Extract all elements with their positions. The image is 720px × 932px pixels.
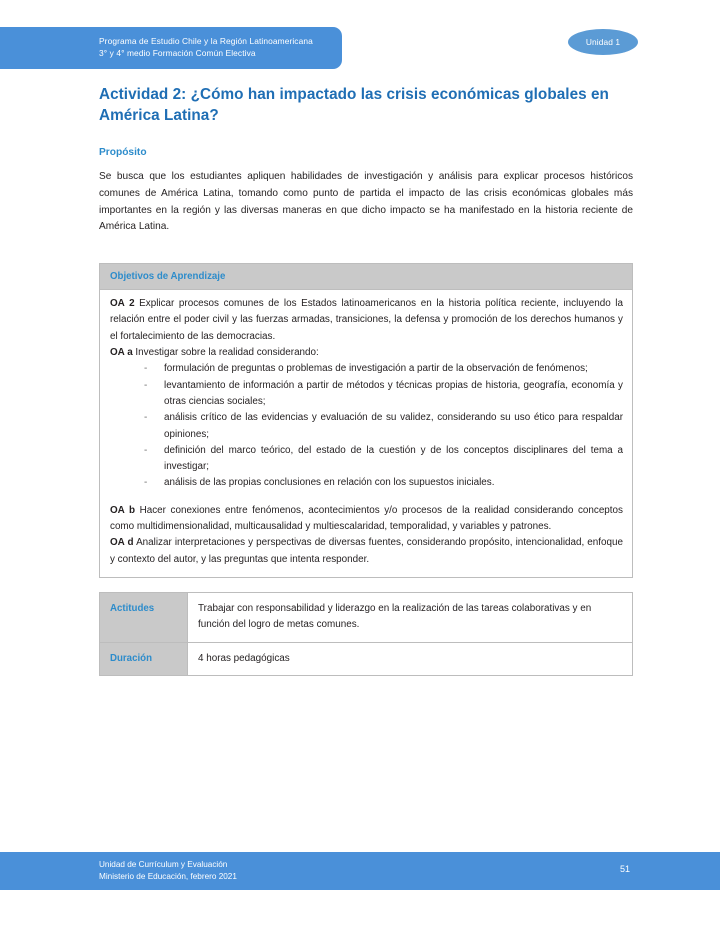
purpose-text: Se busca que los estudiantes apliquen habilidades de investigación y análisis para explicar procesos históricos comunes de América Latina, tomando como punto de partida el impacto de las crisis económicas globales más importantes en la región y las diversas maneras en que dicho impacto se ha manifestado en la historia reciente de América Latina. [99, 171, 633, 233]
oad-paragraph [110, 535, 623, 568]
footer-line-2: Ministerio de Educación, febrero 2021 [99, 872, 237, 881]
objectives-body-row [100, 290, 633, 578]
purpose-heading: Propósito [99, 147, 147, 158]
list-item [144, 443, 623, 476]
list-item [144, 378, 623, 411]
objectives-header-cell [100, 264, 633, 290]
objectives-body-cell [100, 290, 633, 578]
oab-paragraph [110, 503, 623, 536]
objectives-header-row [100, 264, 633, 290]
footer-text [99, 859, 237, 883]
dash-bullet-icon: - [144, 379, 148, 391]
attitudes-label: Actitudes [100, 592, 188, 642]
attitudes-value: Trabajar con responsabilidad y liderazgo en la realización de las tareas colaborativas y en función del logro de metas comunes. [188, 592, 633, 642]
dash-bullet-icon: - [144, 477, 148, 489]
oab-tag: OA b [110, 504, 136, 516]
list-item-text: análisis crítico de las evidencias y evaluación de su validez, considerando su uso ético para respaldar opiniones; [164, 412, 623, 440]
duration-value: 4 horas pedagógicas [188, 642, 633, 675]
list-item-text: análisis de las propias conclusiones en relación con los supuestos iniciales. [164, 477, 495, 489]
oa2-paragraph [110, 296, 623, 345]
unit-badge-label: Unidad 1 [585, 37, 621, 47]
program-line-2: 3° y 4° medio Formación Común Electiva [99, 48, 256, 59]
oad-text: Analizar interpretaciones y perspectivas de diversas fuentes, considerando propósito, intencionalidad, enfoque y contexto del autor, y las preguntas que intenta responder. [110, 537, 623, 565]
list-item [144, 410, 623, 443]
page-title: Actividad 2: ¿Cómo han impactado las crisis económicas globales en América Latina? [99, 86, 609, 124]
page-content [99, 84, 633, 676]
duration-label: Duración [100, 642, 188, 675]
objectives-table [99, 263, 633, 578]
dash-bullet-icon: - [144, 412, 148, 424]
oa2-text: Explicar procesos comunes de los Estados latinoamericanos en la historia política reciente, incluyendo la relación entre el poder civil y las fuerzas armadas, transiciones, la defensa y promoción de los derechos humanos y el fortalecimiento de las democracias. [110, 298, 623, 342]
list-item [144, 475, 623, 491]
table-row [100, 642, 633, 675]
unit-badge [568, 29, 638, 55]
table-row [100, 592, 633, 642]
list-item [144, 361, 623, 377]
oa2-tag: OA 2 [110, 298, 135, 310]
oaa-paragraph [110, 345, 623, 361]
dash-bullet-icon: - [144, 444, 148, 456]
oab-text: Hacer conexiones entre fenómenos, acontecimientos y/o procesos de la realidad considerando conceptos como multidimensionalidad, multicausalidad y multiescalaridad, temporalidad, y variables y patrones. [110, 504, 623, 533]
program-header-text [99, 35, 339, 59]
list-item-text: definición del marco teórico, del estado de la cuestión y de los conceptos disciplinares del tema a investigar; [164, 444, 623, 473]
page-number: 51 [619, 864, 630, 874]
footer-band [0, 852, 720, 890]
oad-tag: OA d [110, 537, 134, 549]
program-line-1: Programa de Estudio Chile y la Región Latinoamericana [99, 36, 313, 46]
info-table [99, 592, 633, 676]
list-item-text: levantamiento de información a partir de métodos y técnicas propias de historia, geografía, economía y otras ciencias sociales; [164, 379, 623, 407]
oaa-list [110, 361, 623, 491]
oaa-tag: OA a [110, 347, 133, 359]
list-item-text: formulación de preguntas o problemas de investigación a partir de la observación de fenómenos; [164, 363, 588, 375]
footer-line-1: Unidad de Currículum y Evaluación [99, 860, 228, 869]
dash-bullet-icon: - [144, 363, 148, 375]
oaa-text: Investigar sobre la realidad considerando: [132, 347, 319, 359]
objectives-header-label: Objetivos de Aprendizaje [110, 271, 226, 283]
